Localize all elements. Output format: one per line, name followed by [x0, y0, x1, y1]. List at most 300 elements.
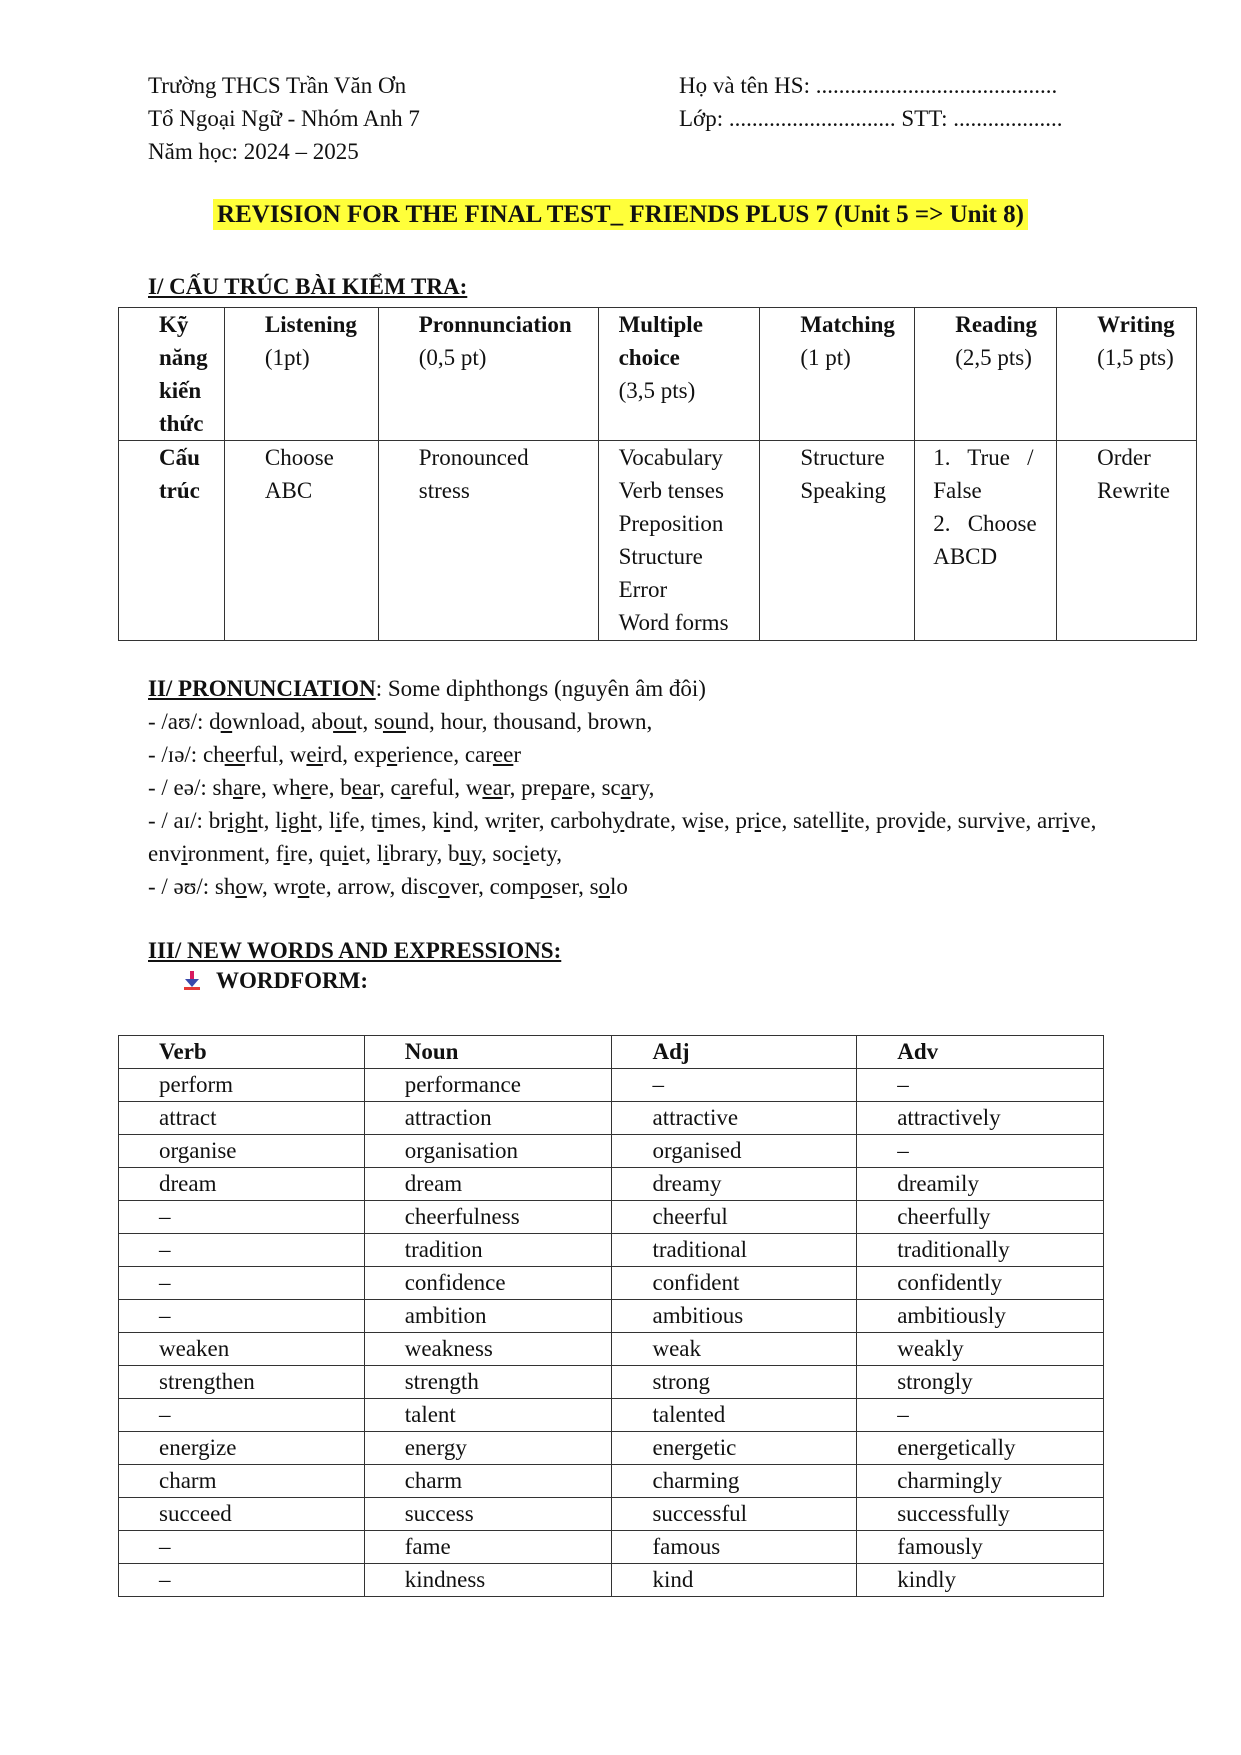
word-part: rd — [323, 742, 343, 767]
word-part: sh — [214, 874, 236, 899]
example-word — [465, 742, 521, 767]
word-part: c — [390, 775, 401, 800]
word-part: b — [448, 841, 460, 866]
cell-line: Error — [618, 577, 668, 602]
word-part: w — [289, 742, 307, 767]
underlined-sound: a — [232, 775, 244, 800]
table-cell: successfully — [857, 1498, 1104, 1531]
label-line: năng — [159, 345, 208, 370]
skill-name: Multiple choice — [618, 312, 703, 370]
underlined-sound: igh — [227, 808, 258, 833]
underlined-sound: i — [443, 808, 451, 833]
page-title: REVISION FOR THE FINAL TEST_ FRIENDS PLUS 7 (Unit 5 => Unit 8) — [213, 199, 1028, 230]
school-year: Năm học: 2024 – 2025 — [148, 139, 359, 164]
title-wrap — [0, 201, 1241, 229]
table-row — [119, 1102, 1104, 1135]
table-cell: – — [857, 1069, 1104, 1102]
table-row — [119, 1069, 1104, 1102]
underlined-sound: i — [181, 841, 188, 866]
word-part: sh — [212, 775, 233, 800]
table-cell: dreamy — [612, 1168, 857, 1201]
word-part: ver — [449, 874, 479, 899]
word-part: rience — [397, 742, 454, 767]
example-word — [374, 709, 429, 734]
pronunciation-line: - / aɪ/: bright, light, life, times, kind, writer, carbohydrate, wise, price, satellite, provide, survive, arrive, environment, fire, quiet, library, buy, society, — [148, 808, 1097, 866]
word-part: et — [348, 841, 366, 866]
table-cell: – — [857, 1399, 1104, 1432]
underlined-sound: i — [997, 808, 1004, 833]
skill-cell-multiple-choice — [598, 308, 760, 441]
word-part: s — [374, 709, 383, 734]
table-cell: – — [119, 1564, 365, 1597]
table-row — [119, 441, 1197, 641]
cell-line: Structure — [618, 544, 703, 569]
underlined-sound: o — [540, 874, 553, 899]
skill-cell-reading — [915, 308, 1057, 441]
word-part: brown — [587, 709, 647, 734]
word-part: wr — [273, 874, 298, 899]
table-cell: successful — [612, 1498, 857, 1531]
cell-line: Vocabulary — [618, 445, 723, 470]
table-row — [119, 1333, 1104, 1366]
example-word — [521, 775, 590, 800]
example-word — [290, 742, 342, 767]
example-word — [209, 808, 264, 833]
word-part: comp — [489, 874, 541, 899]
underlined-sound: ea — [351, 775, 373, 800]
pronunciation-lines — [148, 705, 1128, 903]
word-part: r — [502, 775, 510, 800]
example-word — [203, 742, 278, 767]
word-part: ab — [311, 709, 334, 734]
underlined-sound: i — [918, 808, 925, 833]
table-cell: traditionally — [857, 1234, 1104, 1267]
table-cell: weak — [612, 1333, 857, 1366]
word-part: thousand — [493, 709, 577, 734]
word-part: surv — [957, 808, 998, 833]
underlined-sound: o — [220, 709, 233, 734]
example-word — [401, 874, 478, 899]
example-word — [550, 808, 670, 833]
table-cell: energy — [364, 1432, 612, 1465]
school-info — [148, 69, 420, 168]
cell-line: ABCD — [933, 544, 998, 569]
word-part: re — [289, 841, 308, 866]
table-row — [119, 1498, 1104, 1531]
underlined-sound: o — [235, 874, 247, 899]
table-cell: charming — [612, 1465, 857, 1498]
wordform-label-row — [182, 968, 368, 994]
underlined-sound: u — [459, 841, 472, 866]
word-part: t — [310, 808, 318, 833]
wordform-label: WORDFORM: — [216, 968, 369, 993]
underlined-sound: ei — [306, 742, 324, 767]
underlined-sound: e — [386, 742, 398, 767]
table-row — [119, 1168, 1104, 1201]
row-label-structure — [119, 441, 225, 641]
table-cell: strength — [364, 1366, 612, 1399]
structure-cell-pronunciation — [378, 441, 598, 641]
skill-points: (0,5 pt) — [418, 345, 487, 370]
word-part: reful — [410, 775, 455, 800]
table-cell: strongly — [857, 1366, 1104, 1399]
example-word — [958, 808, 1026, 833]
example-word — [377, 841, 437, 866]
word-part: f — [275, 841, 284, 866]
underlined-sound: i — [508, 808, 516, 833]
table-cell: cheerfully — [857, 1201, 1104, 1234]
word-part: y — [471, 841, 482, 866]
example-word — [337, 874, 389, 899]
table-cell: organisation — [364, 1135, 612, 1168]
table-cell: weaken — [119, 1333, 365, 1366]
example-word — [354, 742, 454, 767]
word-part: re — [572, 775, 591, 800]
word-part: arr — [1037, 808, 1063, 833]
section-3-heading: III/ NEW WORDS AND EXPRESSIONS: — [148, 938, 562, 963]
table-cell: confident — [612, 1267, 857, 1300]
example-word — [588, 709, 647, 734]
underlined-sound: i — [283, 841, 290, 866]
word-part: te — [309, 874, 326, 899]
word-part: disc — [401, 874, 439, 899]
word-part: ronment — [187, 841, 265, 866]
example-word — [432, 808, 473, 833]
pronunciation-line: - /ɪə/: cheerful, weird, experience, career — [148, 742, 521, 767]
word-part: r — [372, 775, 379, 800]
example-word — [371, 808, 421, 833]
phoneme-label: - / əʊ/: — [148, 874, 215, 899]
word-part: t — [257, 808, 264, 833]
skill-name: Pronnunciation — [418, 312, 572, 337]
table-row — [119, 1531, 1104, 1564]
underlined-sound: ee — [224, 742, 246, 767]
example-word — [493, 841, 557, 866]
structure-cell-multiple-choice — [598, 441, 760, 641]
skill-points: (3,5 pts) — [618, 378, 696, 403]
word-part: w — [681, 808, 699, 833]
word-part: wh — [272, 775, 301, 800]
example-word — [485, 808, 539, 833]
table-cell: – — [119, 1201, 365, 1234]
example-word — [273, 775, 329, 800]
table-cell: tradition — [364, 1234, 612, 1267]
example-word — [319, 841, 365, 866]
underlined-sound: i — [335, 808, 342, 833]
skill-points: (1pt) — [264, 345, 310, 370]
word-part: prov — [875, 808, 919, 833]
table-cell: – — [612, 1069, 857, 1102]
underlined-sound: o — [297, 874, 310, 899]
table-row — [119, 1135, 1104, 1168]
word-part: env — [148, 841, 182, 866]
skill-points: (2,5 pts) — [955, 345, 1032, 370]
column-header: Verb — [119, 1036, 365, 1069]
table-cell: performance — [364, 1069, 612, 1102]
table-cell: ambitious — [612, 1300, 857, 1333]
skill-name: Writing — [1097, 312, 1175, 337]
pronunciation-section — [148, 672, 1128, 903]
word-part: l — [275, 808, 282, 833]
phoneme-label: - / eə/: — [148, 775, 213, 800]
word-part: sc — [601, 775, 621, 800]
cell-line: Pronounced — [418, 445, 529, 470]
underlined-sound: ou — [333, 709, 357, 734]
table-cell: kindly — [857, 1564, 1104, 1597]
word-part: br — [208, 808, 228, 833]
structure-cell-reading — [915, 441, 1057, 641]
word-part: exp — [353, 742, 387, 767]
example-word — [209, 709, 300, 734]
cell-line: Speaking — [800, 478, 886, 503]
cell-line: Preposition — [618, 511, 724, 536]
table-cell: – — [119, 1234, 365, 1267]
pronunciation-line: - /aʊ/: download, about, sound, hour, thousand, brown, — [148, 709, 653, 734]
word-part: rful — [245, 742, 279, 767]
section-2-heading: II/ PRONUNCIATION — [148, 676, 376, 701]
table-cell: dreamily — [857, 1168, 1104, 1201]
table-row — [119, 1300, 1104, 1333]
table-row — [119, 1234, 1104, 1267]
underlined-sound: ea — [482, 775, 503, 800]
pronunciation-line: - / eə/: share, where, bear, careful, wear, prepare, scary, — [148, 775, 655, 800]
test-structure-table — [118, 307, 1197, 641]
wordform-table-body — [119, 1069, 1104, 1597]
cell-line: 1. True / — [933, 445, 1034, 470]
example-word — [682, 808, 724, 833]
underlined-sound: ee — [492, 742, 514, 767]
table-cell: kindness — [364, 1564, 612, 1597]
cell-line: False — [933, 478, 982, 503]
table-cell: strong — [612, 1366, 857, 1399]
cell-line: Structure — [800, 445, 885, 470]
column-header: Adv — [857, 1036, 1104, 1069]
table-cell: – — [119, 1531, 365, 1564]
table-cell: ambitiously — [857, 1300, 1104, 1333]
example-word — [793, 808, 865, 833]
word-part: b — [340, 775, 352, 800]
skill-cell-matching — [760, 308, 915, 441]
example-word — [215, 874, 262, 899]
table-cell: energetic — [612, 1432, 857, 1465]
table-cell: ambition — [364, 1300, 612, 1333]
word-part: w — [465, 775, 483, 800]
cell-line: ABC — [264, 478, 313, 503]
example-word — [276, 841, 308, 866]
cell-line: Order — [1097, 445, 1151, 470]
table-cell: famously — [857, 1531, 1104, 1564]
cell-line: 2. Choose — [933, 511, 1037, 536]
example-word — [329, 808, 360, 833]
word-part: ce — [761, 808, 782, 833]
example-word — [602, 775, 649, 800]
table-row — [119, 1267, 1104, 1300]
skill-name: Matching — [800, 312, 895, 337]
word-part: fe — [341, 808, 360, 833]
example-word — [590, 874, 628, 899]
cell-line: stress — [418, 478, 470, 503]
table-cell: confidence — [364, 1267, 612, 1300]
table-cell: cheerful — [612, 1201, 857, 1234]
table-cell: dream — [364, 1168, 612, 1201]
example-word — [490, 874, 579, 899]
word-part: prep — [521, 775, 562, 800]
word-part: carboh — [550, 808, 613, 833]
word-part: mes — [383, 808, 421, 833]
table-cell: famous — [612, 1531, 857, 1564]
skill-cell-writing — [1057, 308, 1197, 441]
skill-cell-pronunciation — [378, 308, 598, 441]
word-part: pr — [735, 808, 755, 833]
arrow-bullet-icon — [182, 971, 202, 991]
word-part: hour — [440, 709, 482, 734]
word-part: ser — [552, 874, 579, 899]
label-line: Cấu — [159, 445, 200, 470]
underlined-sound: i — [841, 808, 848, 833]
student-info — [679, 69, 1063, 135]
word-part: l — [376, 841, 384, 866]
label-line: trúc — [159, 478, 200, 503]
section-1-heading: I/ CẤU TRÚC BÀI KIỂM TRA: — [148, 274, 468, 299]
column-header: Noun — [364, 1036, 612, 1069]
word-part: re — [310, 775, 329, 800]
word-part: de — [924, 808, 947, 833]
table-row — [119, 1564, 1104, 1597]
cell-line: Word forms — [618, 610, 729, 635]
word-part: te — [847, 808, 865, 833]
school-name: Trường THCS Trần Văn Ơn — [148, 73, 407, 98]
example-word — [274, 874, 326, 899]
table-cell: success — [364, 1498, 612, 1531]
word-part: car — [464, 742, 493, 767]
word-part: ry — [630, 775, 649, 800]
underlined-sound: o — [438, 874, 450, 899]
underlined-sound: i — [523, 841, 530, 866]
table-cell: talent — [364, 1399, 612, 1432]
table-cell: energize — [119, 1432, 365, 1465]
example-word — [735, 808, 781, 833]
structure-cell-writing — [1057, 441, 1197, 641]
table-row — [119, 1366, 1104, 1399]
word-part: qu — [319, 841, 343, 866]
underlined-sound: i — [383, 841, 390, 866]
table-cell: charmingly — [857, 1465, 1104, 1498]
underlined-sound: a — [400, 775, 411, 800]
underlined-sound: a — [620, 775, 631, 800]
table-cell: energetically — [857, 1432, 1104, 1465]
underlined-sound: a — [561, 775, 573, 800]
table-row — [119, 1465, 1104, 1498]
word-part: ter — [515, 808, 539, 833]
cell-line: Choose — [264, 445, 334, 470]
word-part: d — [209, 709, 221, 734]
underlined-sound: e — [300, 775, 311, 800]
word-part: ch — [202, 742, 225, 767]
word-part: lo — [610, 874, 628, 899]
underlined-sound: y — [612, 808, 625, 833]
word-part: wnload — [232, 709, 300, 734]
table-cell: strengthen — [119, 1366, 365, 1399]
word-part: nd — [405, 709, 429, 734]
underlined-sound: ou — [382, 709, 406, 734]
table-cell: organised — [612, 1135, 857, 1168]
label-line: Kỹ — [159, 312, 189, 337]
skill-cell-listening — [224, 308, 378, 441]
word-part: nd — [450, 808, 474, 833]
structure-cell-listening — [224, 441, 378, 641]
underlined-sound: i — [1062, 808, 1069, 833]
cell-line: Rewrite — [1097, 478, 1170, 503]
table-cell: organise — [119, 1135, 365, 1168]
table-row — [119, 308, 1197, 441]
word-part: ety — [529, 841, 557, 866]
underlined-sound: igh — [281, 808, 311, 833]
table-cell: – — [119, 1399, 365, 1432]
structure-cell-matching — [760, 441, 915, 641]
table-row — [119, 1201, 1104, 1234]
word-part: arrow — [337, 874, 390, 899]
phoneme-label: - / aɪ/: — [148, 808, 209, 833]
wordform-table — [118, 1035, 1104, 1597]
skill-name: Reading — [955, 312, 1038, 337]
word-part: l — [328, 808, 336, 833]
word-part: w — [246, 874, 262, 899]
example-word — [876, 808, 946, 833]
word-part: k — [432, 808, 444, 833]
table-cell: charm — [119, 1465, 365, 1498]
table-cell: – — [119, 1267, 365, 1300]
pronunciation-heading-line — [148, 672, 1128, 705]
phoneme-label: - /aʊ/: — [148, 709, 210, 734]
table-cell: kind — [612, 1564, 857, 1597]
skill-points: (1,5 pts) — [1097, 345, 1174, 370]
underlined-sound: i — [342, 841, 349, 866]
example-word — [493, 709, 576, 734]
word-part: wr — [484, 808, 509, 833]
word-part: ve — [1068, 808, 1091, 833]
word-part: se — [704, 808, 724, 833]
example-word — [213, 775, 262, 800]
table-cell: – — [857, 1135, 1104, 1168]
example-word — [275, 808, 317, 833]
example-word — [1037, 808, 1091, 833]
word-part: satell — [792, 808, 842, 833]
cell-line: Verb tenses — [618, 478, 724, 503]
column-header: Adj — [612, 1036, 857, 1069]
table-cell: attractively — [857, 1102, 1104, 1135]
table-cell: – — [119, 1300, 365, 1333]
word-part: t — [370, 808, 378, 833]
section-2-subtitle: : Some diphthongs (nguyên âm đôi) — [375, 676, 706, 701]
word-part: ve — [1003, 808, 1026, 833]
table-cell: perform — [119, 1069, 365, 1102]
table-row — [119, 1399, 1104, 1432]
table-header-row — [119, 1036, 1104, 1069]
example-word — [311, 709, 362, 734]
example-word — [440, 709, 481, 734]
table-cell: confidently — [857, 1267, 1104, 1300]
table-cell: attraction — [364, 1102, 612, 1135]
table-cell: talented — [612, 1399, 857, 1432]
word-part: s — [589, 874, 599, 899]
table-cell: fame — [364, 1531, 612, 1564]
skill-name: Listening — [264, 312, 357, 337]
underlined-sound: i — [698, 808, 705, 833]
table-cell: dream — [119, 1168, 365, 1201]
example-word — [390, 775, 454, 800]
word-part: soc — [492, 841, 524, 866]
row-label-skills — [119, 308, 225, 441]
